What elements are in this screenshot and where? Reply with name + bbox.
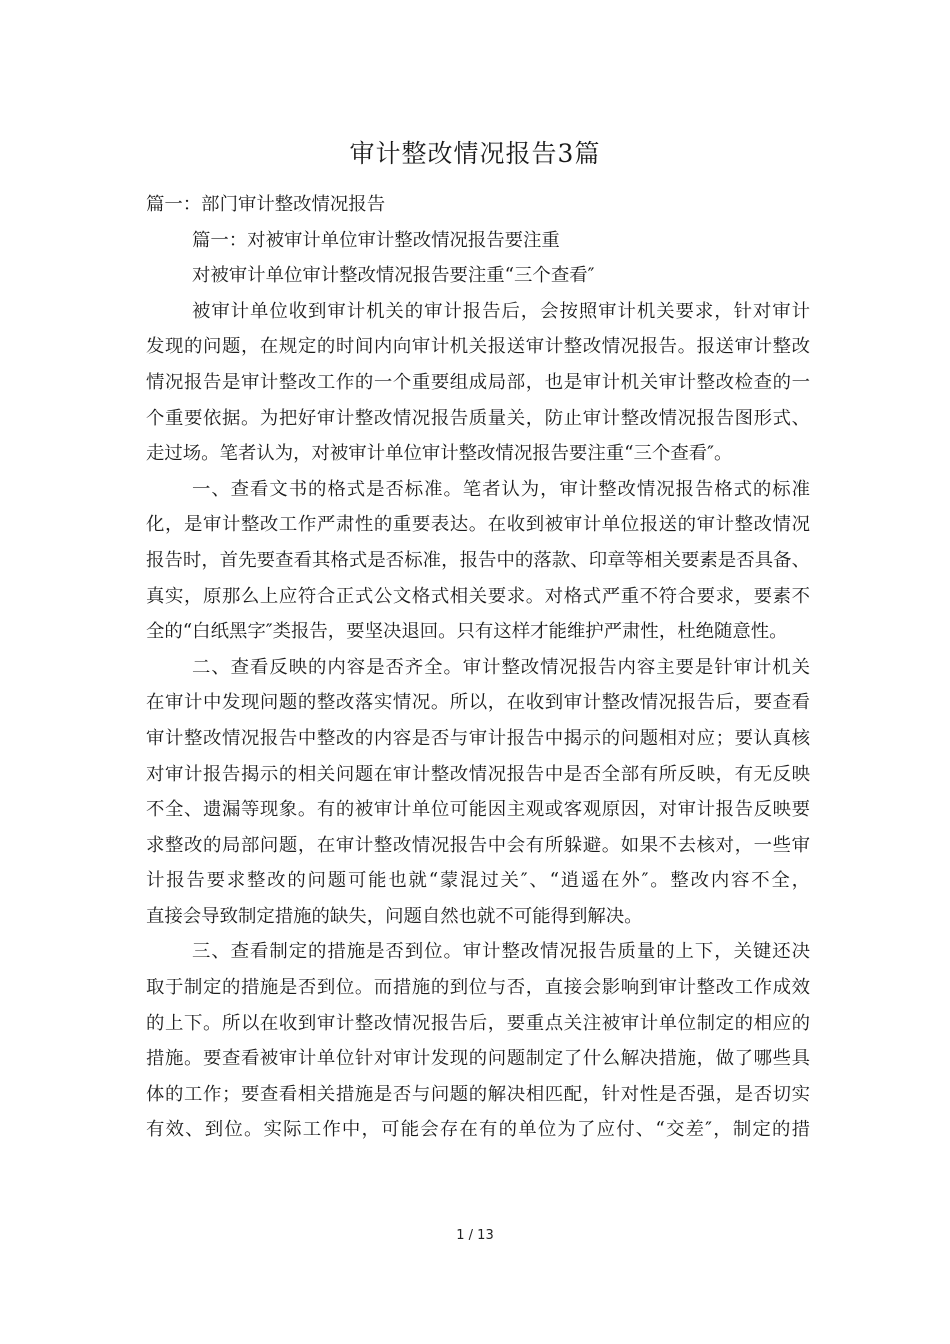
text-line: 对被审计单位审计整改情况报告要注重“三个查看″	[192, 265, 595, 287]
text-line: 发现的问题，在规定的时间内向审计机关报送审计整改情况报告。报送审计整改	[146, 336, 810, 358]
document-title: 审计整改情况报告3篇	[349, 139, 601, 168]
text-line: 真实，原那么上应符合正式公文格式相关要求。对格式严重不符合要求，要素不	[146, 585, 810, 607]
text-line: 篇一：对被审计单位审计整改情况报告要注重	[192, 229, 560, 251]
page-number: 1 / 13	[456, 1228, 494, 1243]
text-line: 直接会导致制定措施的缺失，问题自然也就不可能得到解决。	[146, 905, 643, 927]
text-line: 一、查看文书的格式是否标准。笔者认为，审计整改情况报告格式的标准	[192, 478, 810, 500]
text-line: 不全、遗漏等现象。有的被审计单位可能因主观或客观原因，对审计报告反映要	[146, 799, 810, 821]
text-line: 的上下。所以在收到审计整改情况报告后，要重点关注被审计单位制定的相应的	[146, 1012, 810, 1034]
text-line: 对审计报告揭示的相关问题在审计整改情况报告中是否全部有所反映，有无反映	[146, 763, 810, 785]
text-line: 被审计单位收到审计机关的审计报告后，会按照审计机关要求，针对审计	[192, 300, 810, 322]
text-line: 化，是审计整改工作严肃性的重要表达。在收到被审计单位报送的审计整改情况	[146, 514, 810, 536]
text-line: 走过场。笔者认为，对被审计单位审计整改情况报告要注重“三个查看″。	[146, 443, 733, 465]
text-line: 措施。要查看被审计单位针对审计发现的问题制定了什么解决措施，做了哪些具	[146, 1048, 810, 1070]
text-line: 计报告要求整改的问题可能也就“蒙混过关″、“逍遥在外″。整改内容不全，	[146, 870, 810, 892]
text-line: 二、查看反映的内容是否齐全。审计整改情况报告内容主要是针审计机关	[192, 656, 810, 678]
text-line: 审计整改情况报告中整改的内容是否与审计报告中揭示的问题相对应；要认真核	[146, 727, 810, 749]
text-line: 求整改的局部问题，在审计整改情况报告中会有所躲避。如果不去核对，一些审	[146, 834, 810, 856]
text-line: 取于制定的措施是否到位。而措施的到位与否，直接会影响到审计整改工作成效	[146, 977, 810, 999]
text-line: 情况报告是审计整改工作的一个重要组成局部，也是审计机关审计整改检查的一	[146, 371, 810, 393]
text-line: 篇一：部门审计整改情况报告	[146, 194, 386, 215]
text-line: 个重要依据。为把好审计整改情况报告质量关，防止审计整改情况报告图形式、	[146, 407, 810, 429]
text-line: 全的“白纸黑字″类报告，要坚决退回。只有这样才能维护严肃性，杜绝随意性。	[146, 621, 788, 643]
text-line: 报告时，首先要查看其格式是否标准，报告中的落款、印章等相关要素是否具备、	[146, 549, 810, 571]
text-line: 有效、到位。实际工作中，可能会存在有的单位为了应付、“交差″，制定的措	[146, 1119, 810, 1141]
text-line: 三、查看制定的措施是否到位。审计整改情况报告质量的上下，关键还决	[192, 941, 810, 963]
text-line: 在审计中发现问题的整改落实情况。所以，在收到审计整改情况报告后，要查看	[146, 692, 810, 714]
text-line: 体的工作；要查看相关措施是否与问题的解决相匹配，针对性是否强，是否切实	[146, 1083, 810, 1105]
document-body	[146, 187, 810, 1148]
